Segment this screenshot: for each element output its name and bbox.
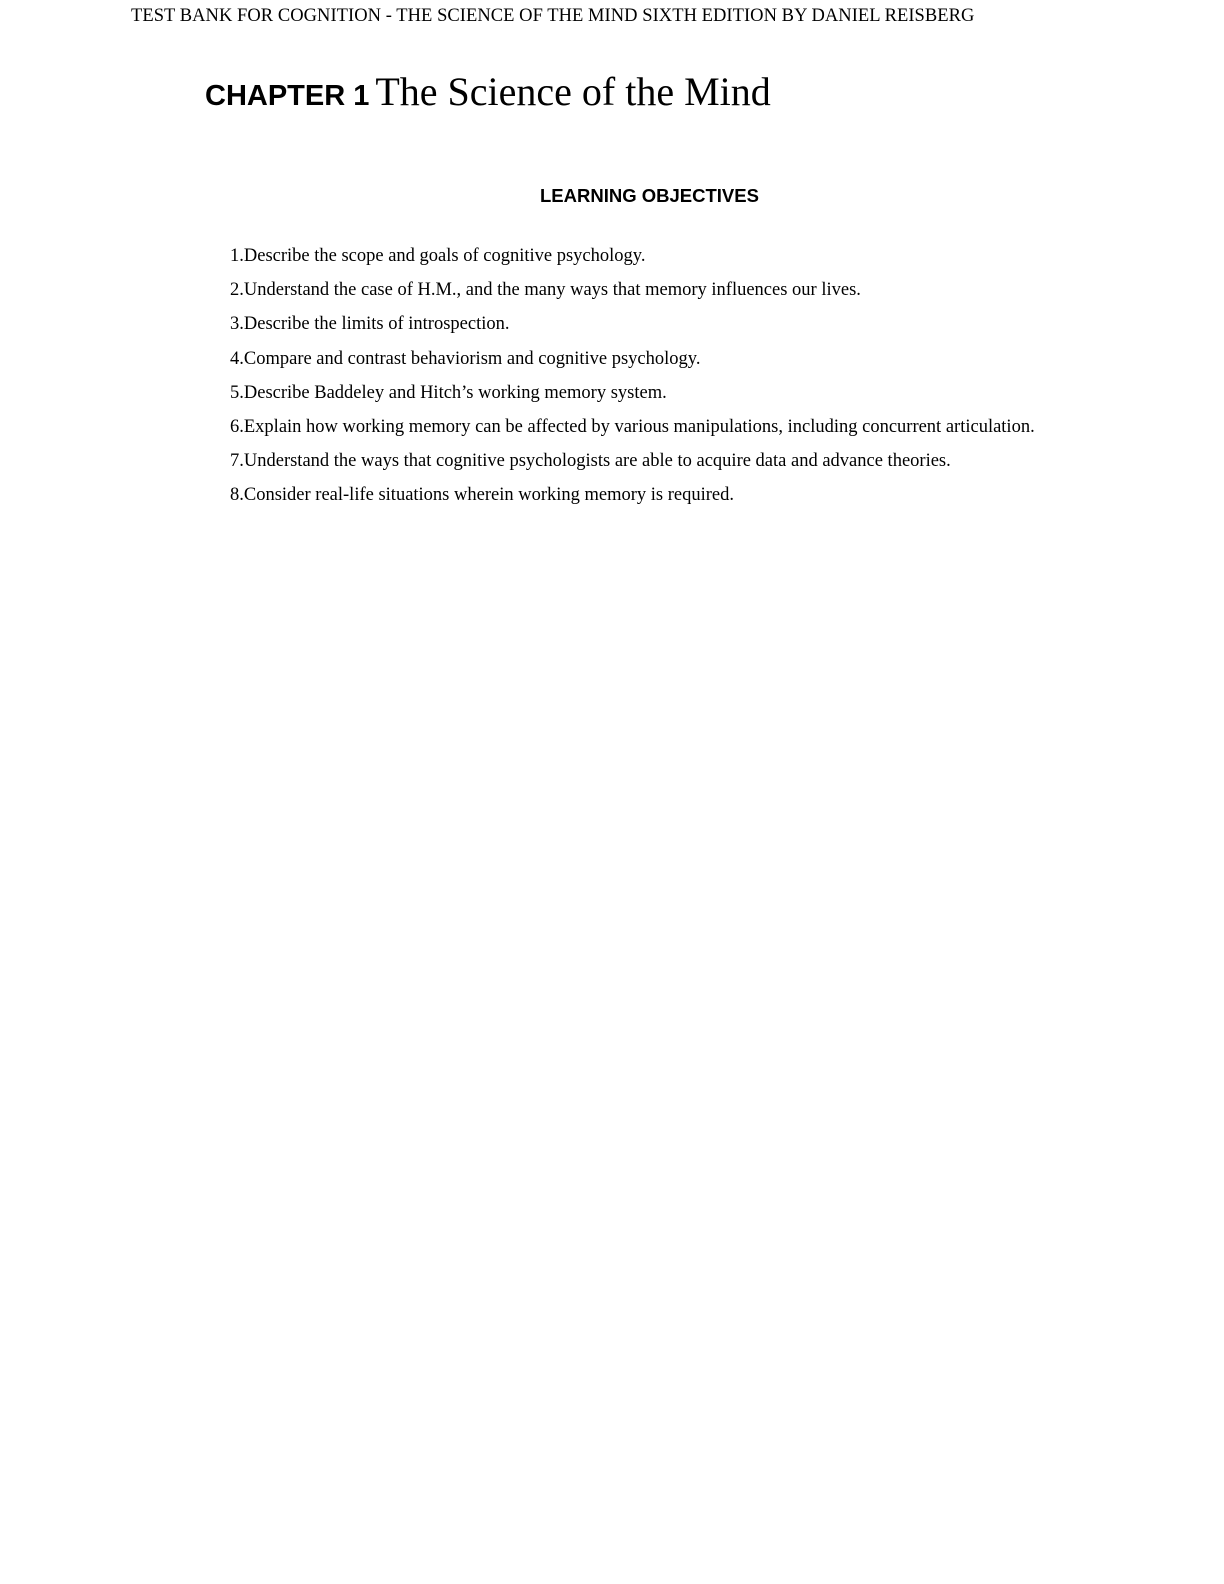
objective-item: 1.Describe the scope and goals of cognitive psychology. <box>230 246 646 266</box>
chapter-heading <box>205 68 771 115</box>
learning-objectives-list <box>230 243 1035 517</box>
objective-item: 2.Understand the case of H.M., and the many ways that memory influences our lives. <box>230 280 861 301</box>
objective-item: 3.Describe the limits of introspection. <box>230 314 510 335</box>
running-header: TEST BANK FOR COGNITION - THE SCIENCE OF THE MIND SIXTH EDITION BY DANIEL REISBERG <box>131 6 975 26</box>
objective-item: 6.Explain how working memory can be affected by various manipulations, including concurrent articulation. <box>230 416 1035 437</box>
learning-objectives-heading: LEARNING OBJECTIVES <box>540 185 759 206</box>
chapter-label: CHAPTER 1 <box>205 80 370 112</box>
objective-item: 7.Understand the ways that cognitive psychologists are able to acquire data and advance theories. <box>230 451 951 472</box>
objective-item: 8.Consider real-life situations wherein working memory is required. <box>230 485 734 506</box>
chapter-title: The Science of the Mind <box>375 69 771 114</box>
objective-item: 5.Describe Baddeley and Hitch’s working memory system. <box>230 382 667 403</box>
objective-item: 4.Compare and contrast behaviorism and cognitive psychology. <box>230 348 701 369</box>
